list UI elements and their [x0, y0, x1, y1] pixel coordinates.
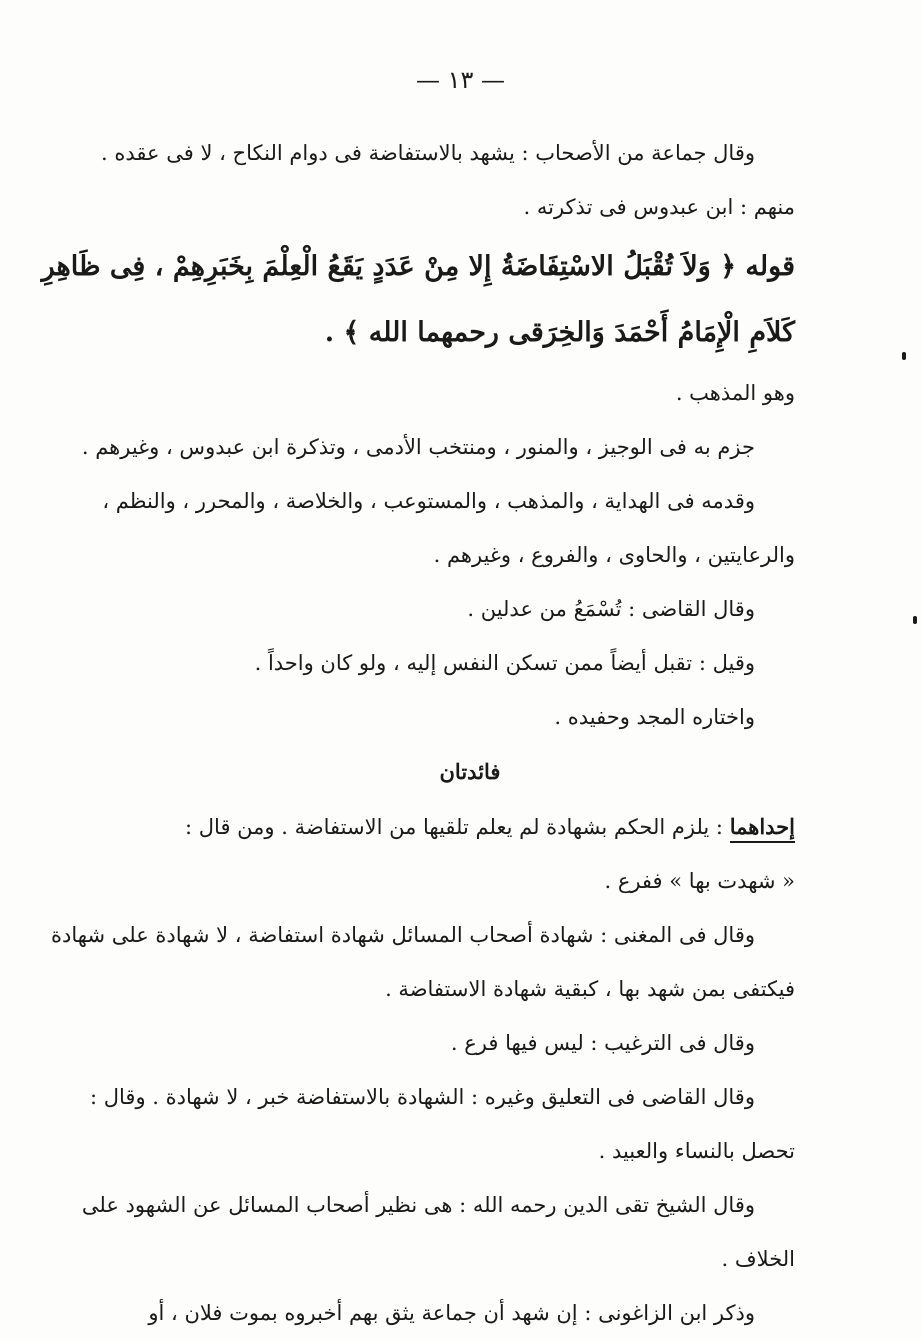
text-line: وقيل : تقبل أيضاً ممن تسكن النفس إليه ، ولو كان واحداً .	[254, 651, 755, 675]
body-text	[41, 126, 795, 1340]
text-line: واختاره المجد وحفيده .	[554, 705, 755, 729]
scan-mark	[902, 352, 906, 360]
section-heading: فائدتان	[439, 759, 501, 784]
item-text: : يلزم الحكم بشهادة لم يعلم تلقيها من الاستفاضة . ومن قال :	[185, 815, 724, 839]
quoted-matn-line: قوله ﴿ وَلاَ تُقْبَلُ الاسْتِفَاضَةُ إِلا مِنْ عَدَدٍ يَقَعُ الْعِلْمَ بِخَبَرِهِمْ ، فِى ظَاهِرِ	[41, 251, 795, 282]
text-line: جزم به فى الوجيز ، والمنور ، ومنتخب الأدمى ، وتذكرة ابن عبدوس ، وغيرهم .	[81, 435, 755, 459]
text-line: وقال القاضى : تُسْمَعُ من عدلين .	[467, 597, 755, 621]
scan-mark	[913, 616, 917, 624]
text-line: تحصل بالنساء والعبيد .	[598, 1139, 795, 1163]
text-line: فيكتفى بمن شهد بها ، كبقية شهادة الاستفاضة .	[385, 977, 795, 1001]
text-line: والرعايتين ، والحاوى ، والفروع ، وغيرهم .	[433, 543, 795, 567]
text-line	[145, 800, 795, 854]
page-number: — ١٣ —	[415, 66, 506, 94]
text-line: وقال الشيخ تقى الدين رحمه الله : هى نظير أصحاب المسائل عن الشهود على	[81, 1193, 755, 1217]
text-line: وقال القاضى فى التعليق وغيره : الشهادة بالاستفاضة خبر ، لا شهادة . وقال :	[90, 1085, 755, 1109]
text-line: « شهدت بها » ففرع .	[604, 869, 795, 893]
text-line: منهم : ابن عبدوس فى تذكرته .	[523, 195, 795, 219]
text-line: وذكر ابن الزاغونى : إن شهد أن جماعة يثق بهم أخبروه بموت فلان ، أو	[148, 1301, 755, 1325]
text-line: وقدمه فى الهداية ، والمذهب ، والمستوعب ، والخلاصة ، والمحرر ، والنظم ،	[102, 489, 755, 513]
text-line: وقال جماعة من الأصحاب : يشهد بالاستفاضة فى دوام النكاح ، لا فى عقده .	[101, 141, 755, 165]
text-line: الخلاف .	[721, 1247, 795, 1271]
text-line: وقال فى الترغيب : ليس فيها فرع .	[450, 1031, 755, 1055]
item-label: إحداهما	[730, 814, 795, 843]
quoted-matn-line: كَلاَمِ الْإِمَامُ أَحْمَدَ وَالخِرَقى رحمهما الله ﴾ .	[324, 317, 795, 348]
text-line: وقال فى المغنى : شهادة أصحاب المسائل شهادة استفاضة ، لا شهادة على شهادة	[51, 923, 755, 947]
text-line: وهو المذهب .	[675, 381, 795, 405]
